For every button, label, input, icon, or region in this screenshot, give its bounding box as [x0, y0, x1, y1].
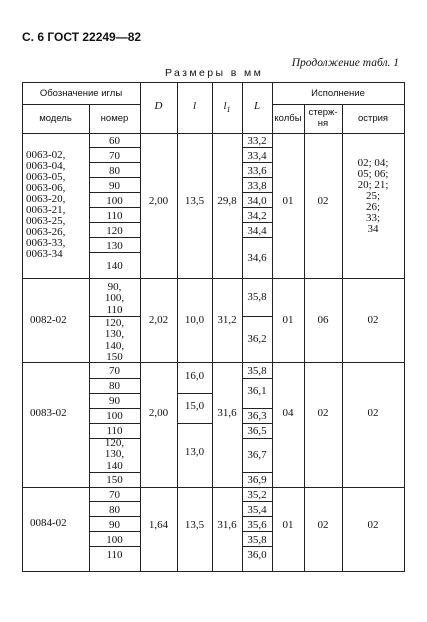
header-rod: стерж- ня	[308, 107, 338, 129]
group1-number-5: 100	[106, 195, 123, 207]
group3-L-3: 36,3	[247, 410, 267, 422]
header-flask: колбы	[274, 113, 302, 124]
group2-l1: 31,2	[217, 314, 237, 326]
group4-number-1: 70	[109, 489, 120, 501]
group1-number-4: 90	[109, 180, 120, 192]
group1-number-7: 120	[106, 225, 123, 237]
group1-L-4: 33,8	[247, 180, 267, 192]
group4-L-2: 35,4	[247, 504, 267, 516]
header-l1: $l_1$	[223, 100, 231, 115]
group2-l: 10,0	[184, 314, 205, 326]
header-execution: Исполнение	[311, 88, 365, 99]
group3-number-5: 110	[106, 425, 123, 437]
group3-L-5: 36,7	[247, 449, 267, 461]
group1-number-8: 130	[106, 240, 123, 252]
group4-number-2: 80	[109, 504, 120, 516]
group1-number-1: 60	[109, 135, 120, 147]
group1-L-2: 33,4	[247, 150, 267, 162]
group1-rod: 02	[317, 195, 329, 207]
table-title: Размеры в мм	[165, 67, 264, 79]
group3-number-4: 100	[106, 410, 123, 422]
group1-L-6: 34,2	[247, 210, 267, 222]
group3-flask: 04	[282, 407, 294, 419]
group4-D: 1,64	[148, 519, 169, 531]
group4-rod: 02	[317, 519, 329, 531]
group2-L-2: 36,2	[247, 333, 267, 345]
group4-L-3: 35,6	[247, 519, 267, 531]
group1-models: 0063-02, 0063-04, 0063-05, 0063-06, 0063-20, 0063-21, 0063-25, 0063-26, 0063-33, 0063-34	[26, 149, 66, 260]
group1-number-6: 110	[106, 210, 123, 222]
header-tip: острия	[357, 113, 389, 124]
group3-model: 0083-02	[30, 407, 67, 419]
group1-L-8: 34,6	[247, 252, 267, 264]
group3-number-2: 80	[109, 380, 120, 392]
group4-number-4: 100	[106, 534, 123, 546]
group1-number-3: 80	[109, 165, 120, 177]
group2-L-1: 35,8	[247, 291, 267, 303]
group1-L-3: 33,6	[247, 165, 267, 177]
group3-D: 2,00	[148, 407, 169, 419]
group4-L-5: 36,0	[247, 549, 267, 561]
header-needle-designation: Обозначение иглы	[39, 88, 123, 99]
group1-L-7: 34,4	[247, 225, 267, 237]
group3-L-4: 36,5	[247, 425, 267, 437]
group3-L-6: 36,9	[247, 474, 267, 486]
group1-l1: 29,8	[217, 195, 237, 207]
group2-flask: 01	[282, 314, 294, 326]
group3-number-7: 150	[106, 474, 123, 486]
group3-tip: 02	[367, 407, 379, 419]
group3-l-1: 16,0	[184, 370, 205, 382]
group2-number-2: 120, 130, 140, 150	[104, 317, 125, 363]
group4-number-3: 90	[109, 519, 120, 531]
group1-D: 2,00	[148, 195, 169, 207]
header-l: l	[192, 100, 197, 112]
group4-L-1: 35,2	[247, 489, 267, 501]
group3-L-1: 35,8	[247, 365, 267, 377]
group2-model: 0082-02	[30, 314, 67, 326]
group4-L-4: 35,8	[247, 534, 267, 546]
group4-l: 13,5	[184, 519, 205, 531]
group2-rod: 06	[317, 314, 329, 326]
header-D: D	[154, 100, 163, 112]
group1-tip: 02; 04; 05; 06; 20; 21; 25; 26; 33; 34	[357, 157, 389, 235]
page-header: С. 6 ГОСТ 22249—82	[22, 30, 142, 44]
group1-l: 13,5	[184, 195, 205, 207]
group3-number-6: 120, 130, 140	[104, 437, 125, 472]
group3-l1: 31,6	[217, 407, 237, 419]
group1-flask: 01	[282, 195, 294, 207]
group3-l-3: 13,0	[184, 446, 205, 458]
group1-number-9: 140	[106, 260, 123, 272]
header-number: номер	[100, 113, 129, 124]
group1-L-1: 33,2	[247, 135, 267, 147]
group4-number-5: 110	[106, 549, 123, 561]
group4-model: 0084-02	[30, 517, 67, 529]
group3-number-3: 90	[109, 395, 120, 407]
header-L: L	[253, 100, 261, 112]
group4-flask: 01	[282, 519, 294, 531]
group3-number-1: 70	[109, 365, 120, 377]
group4-l1: 31,6	[217, 519, 237, 531]
group1-L-5: 34,0	[247, 195, 267, 207]
group2-D: 2,02	[148, 314, 169, 326]
group2-tip: 02	[367, 314, 379, 326]
group4-tip: 02	[367, 519, 379, 531]
table-continuation-caption: Продолжение табл. 1	[291, 57, 399, 69]
header-model: модель	[39, 113, 72, 124]
group2-number-1: 90, 100, 110	[104, 281, 125, 316]
group3-L-2: 36,1	[247, 385, 267, 397]
group1-number-2: 70	[109, 150, 120, 162]
group3-l-2: 15,0	[184, 400, 205, 412]
group3-rod: 02	[317, 407, 329, 419]
